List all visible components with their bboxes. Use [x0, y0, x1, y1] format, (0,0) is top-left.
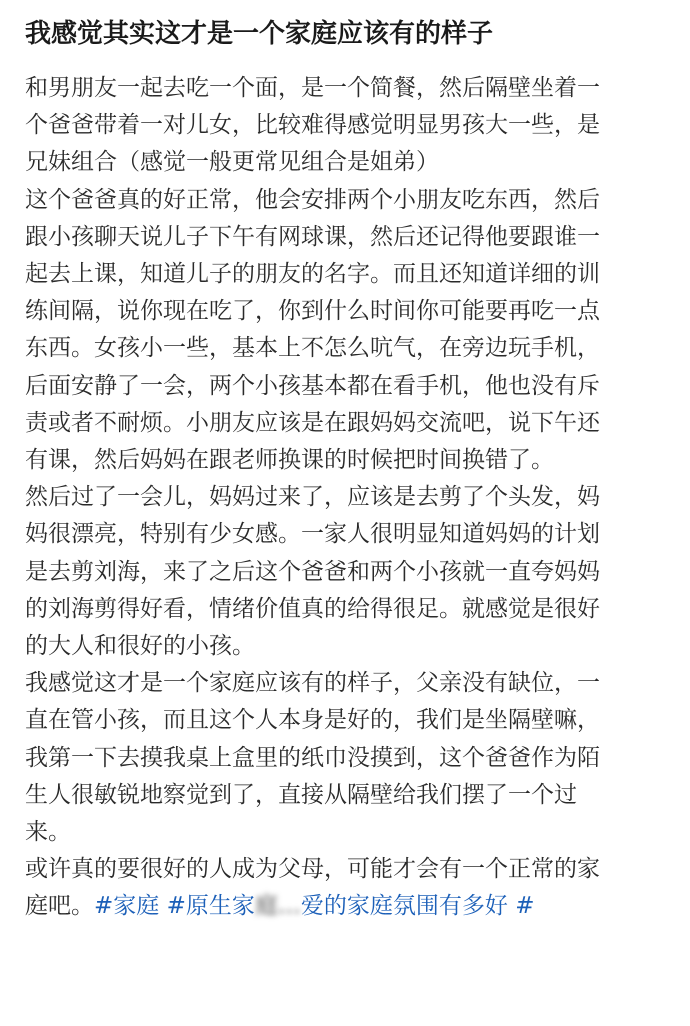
text-line: 是去剪刘海，来了之后这个爸爸和两个小孩就一直夸妈妈 [25, 558, 600, 585]
text-line: 或许真的要很好的人成为父母，可能才会有一个正常的家 [25, 856, 600, 883]
text-line: 和男朋友一起去吃一个面，是一个简餐，然后隔壁坐着一 [25, 75, 600, 101]
text-line-with-hashtags [25, 888, 675, 925]
text-line: 然后过了一会儿，妈妈过来了，应该是去剪了个头发，妈 [25, 484, 600, 511]
text-line: 来。 [25, 819, 71, 846]
hashtag-family-atmosphere[interactable]: 爱的家庭氛围有多好 [300, 893, 508, 920]
text-line: 这个爸爸真的好正常，他会安排两个小朋友吃东西，然后 [25, 186, 600, 213]
text-line: 个爸爸带着一对儿女，比较难得感觉明显男孩大一些，是 [25, 112, 600, 139]
text-line: 我第一下去摸我桌上盒里的纸巾没摸到，这个爸爸作为陌 [25, 744, 600, 771]
text-line: 生人很敏锐地察觉到了，直接从隔壁给我们摆了一个过 [25, 781, 577, 808]
post-body [25, 70, 675, 926]
text-line: 跟小孩聊天说儿子下午有网球课，然后还记得他要跟谁一 [25, 223, 600, 250]
post-title: 我感觉其实这才是一个家庭应该有的样子 [25, 19, 494, 49]
text-line: 责或者不耐烦。小朋友应该是在跟妈妈交流吧，说下午还 [25, 409, 600, 436]
paragraph-1 [25, 70, 675, 182]
paragraph-5 [25, 851, 675, 925]
paragraph-4 [25, 665, 675, 851]
hashtag-original-family[interactable] [167, 893, 278, 919]
post-card [25, 0, 675, 926]
text-line: 起去上课，知道儿子的朋友的名字。而且还知道详细的训 [25, 261, 600, 288]
paragraph-3 [25, 479, 675, 665]
obscured-text: 庭 [254, 893, 278, 920]
obscured-text: … [277, 893, 301, 920]
text-line: 我感觉这才是一个家庭应该有的样子，父亲没有缺位，一 [25, 670, 600, 697]
text-fragment: 庭吧。 [25, 893, 94, 920]
text-line: 的刘海剪得好看，情绪价值真的给得很足。就感觉是很好 [25, 595, 600, 622]
text-line: 妈很漂亮，特别有少女感。一家人很明显知道妈妈的计划 [25, 521, 600, 548]
text-line: 练间隔，说你现在吃了，你到什么时间你可能要再吃一点 [25, 298, 600, 325]
hashtag-text: #原生家 [166, 893, 255, 920]
hashtag-truncated[interactable]: # [515, 893, 535, 920]
hashtag-family[interactable]: #家庭 [94, 893, 160, 920]
paragraph-2 [25, 182, 675, 480]
text-line: 东西。女孩小一些，基本上不怎么吭气，在旁边玩手机， [25, 335, 600, 362]
text-line: 有课，然后妈妈在跟老师换课的时候把时间换错了。 [25, 447, 554, 474]
text-line: 直在管小孩，而且这个人本身是好的，我们是坐隔壁嘛， [25, 707, 600, 734]
text-line: 后面安静了一会，两个小孩基本都在看手机，他也没有斥 [25, 372, 600, 399]
text-line: 兄妹组合（感觉一般更常见组合是姐弟） [25, 149, 439, 176]
text-line: 的大人和很好的小孩。 [25, 633, 255, 660]
